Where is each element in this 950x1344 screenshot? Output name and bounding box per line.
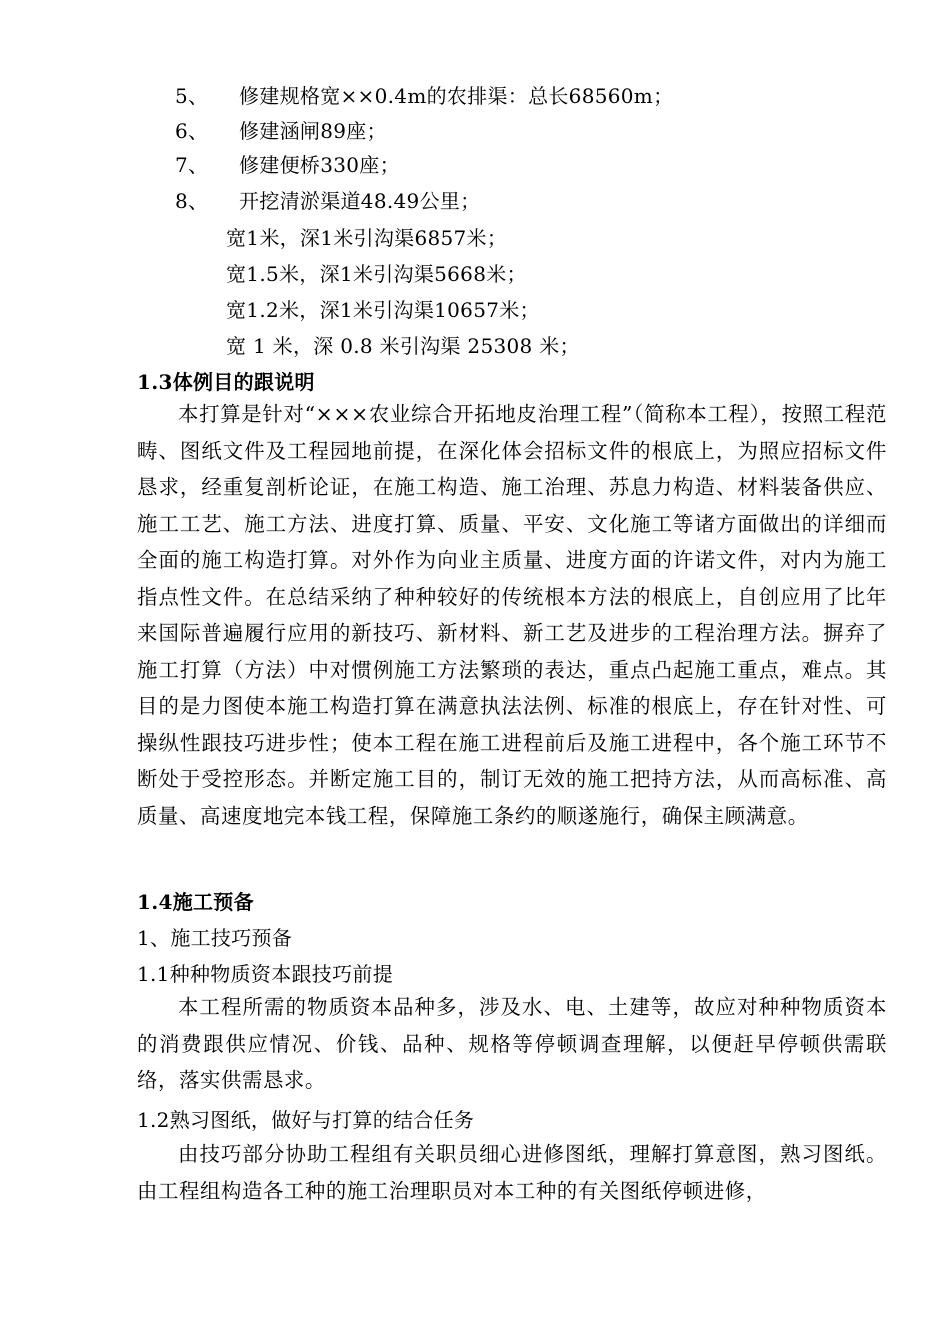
list-item-5 bbox=[175, 84, 673, 108]
section-1-1-paragraph: 本工程所需的物质资本品种多，涉及水、电、土建等，故应对种种物质资本的消费跟供应情况、价钱、品种、规格等停顿调查理解，以便赶早停顿供需联络，落实供需恳求。 bbox=[137, 995, 887, 1092]
sub-item: 宽1.2米，深1米引沟渠10657米； bbox=[226, 298, 540, 322]
list-text: 修建规格宽××0.4m的农排渠：总长68560m； bbox=[239, 84, 674, 108]
list-number: 8、 bbox=[175, 189, 209, 213]
list-text: 修建涵闸89座； bbox=[239, 119, 387, 143]
section-1-2-paragraph: 由技巧部分协助工程组有关职员细心进修图纸，理解打算意图，熟习图纸。由工程组构造各工种的施工治理职员对本工种的有关图纸停顿进修， bbox=[137, 1142, 887, 1203]
list-item-8 bbox=[175, 189, 480, 213]
section-1-3-paragraph: 本打算是针对“×××农业综合开拓地皮治理工程”（简称本工程），按照工程范畴、图纸文件及工程园地前提，在深化体会招标文件的根底上，为照应招标文件恳求，经重复剖析论证，在施工构造、施工治理、苏息力构造、材料装备供应、施工工艺、施工方法、进度打算、质量、平安、文化施工等诸方面做出的详细而全面的施工构造打算。对外作为向业主质量、进度方面的许诺文件，对内为施工指点性文件。在总结采纳了种种较好的传统根本方法的根底上，自创应用了比年来国际普遍履行应用的新技巧、新材料、新工艺及进步的工程治理方法。摒弃了施工打算（方法）中对惯例施工方法繁琐的表达，重点凸起施工重点，难点。其目的是力图使本施工构造打算在满意执法法例、标准的根底上，存在针对性、可操纵性跟技巧进步性；使本工程在施工进程前后及施工进程中，各个施工环节不断处于受控形态。并断定施工目的，制订无效的施工把持方法，从而高标准、高质量、高速度地完本钱工程，保障施工条约的顺遂施行，确保主顾满意。 bbox=[137, 402, 887, 828]
sub-item: 宽1米，深1米引沟渠6857米； bbox=[226, 226, 508, 250]
list-number: 5、 bbox=[175, 84, 209, 108]
list-item-6 bbox=[175, 119, 387, 143]
list-text: 修建便桥330座； bbox=[239, 153, 400, 177]
list-item-7 bbox=[175, 153, 400, 177]
sub-item: 宽 1 米，深 0.8 米引沟渠 25308 米； bbox=[226, 334, 580, 358]
list-number: 6、 bbox=[175, 119, 209, 143]
sub-heading: 1、施工技巧预备 bbox=[137, 926, 293, 950]
sub-heading-1-1: 1.1种种物质资本跟技巧前提 bbox=[137, 962, 394, 986]
sub-heading-1-2: 1.2熟习图纸，做好与打算的结合任务 bbox=[137, 1108, 475, 1132]
list-number: 7、 bbox=[175, 153, 209, 177]
section-heading-1-4: 1.4施工预备 bbox=[137, 890, 254, 914]
list-text: 开挖清淤渠道48.49公里； bbox=[239, 189, 481, 213]
section-heading-1-3: 1.3体例目的跟说明 bbox=[137, 370, 315, 394]
sub-item: 宽1.5米，深1米引沟渠5668米； bbox=[226, 262, 527, 286]
